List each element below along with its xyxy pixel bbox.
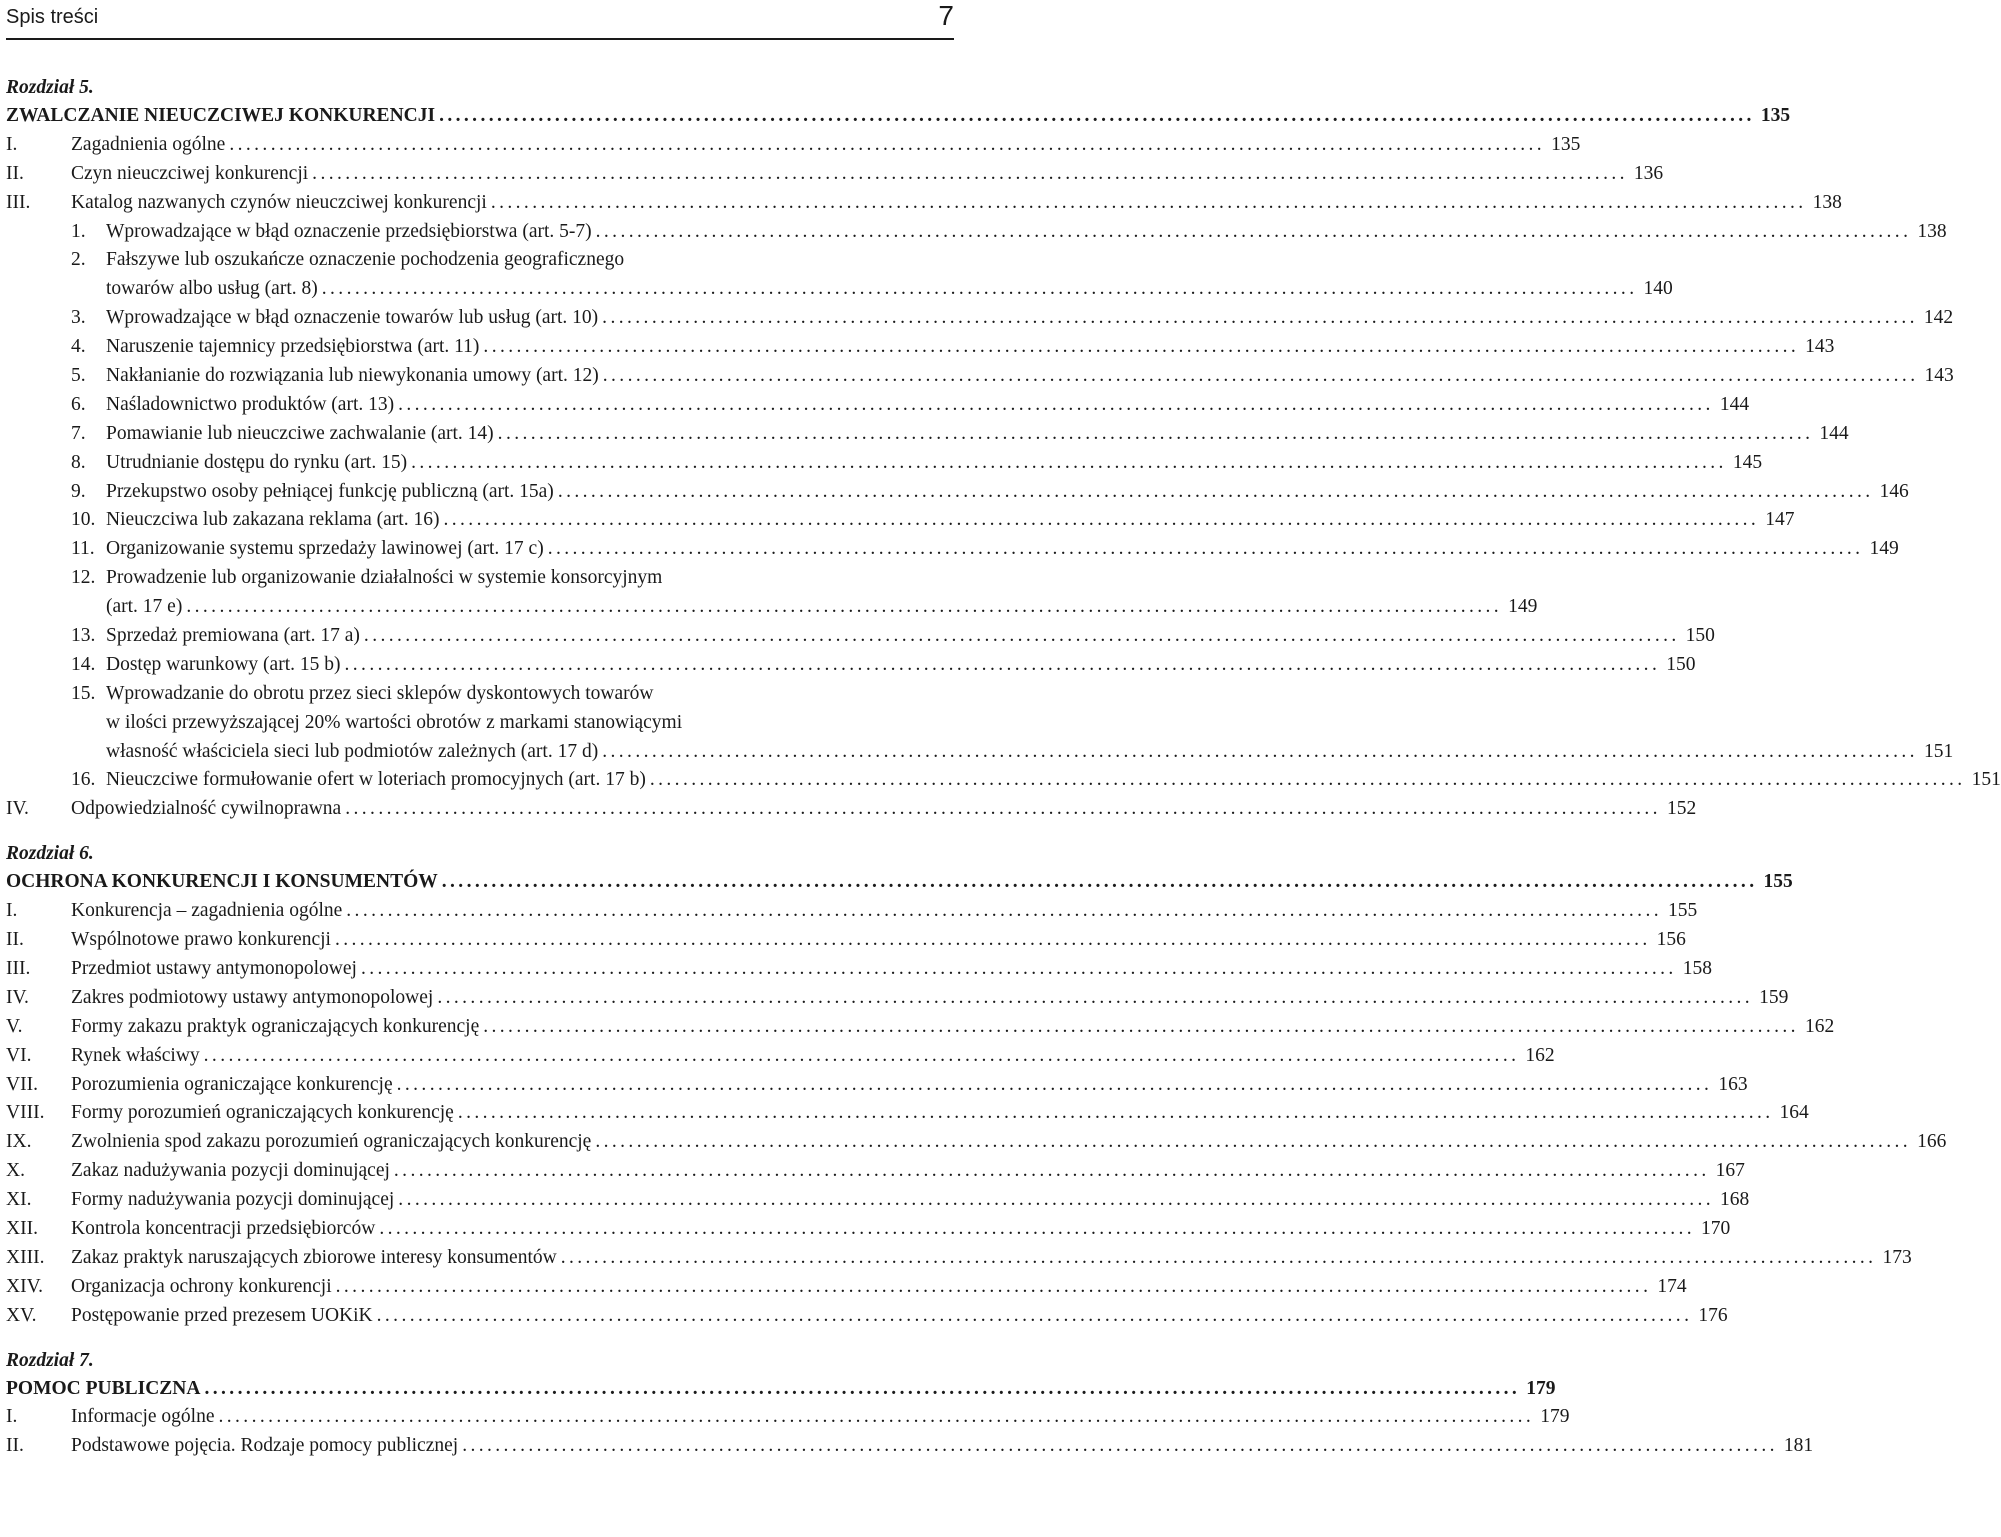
entry-title: Zakaz praktyk naruszających zbiorowe interesy konsumentów [71,1246,557,1268]
toc-entry[interactable] [6,984,1789,1013]
page-header [6,0,954,40]
entry-number: 4. [71,336,86,358]
dot-leader [346,897,1662,926]
toc-subentry[interactable] [6,218,1947,247]
entry-title: Czyn nieuczciwej konkurencji [71,162,309,184]
dot-leader [377,1302,1693,1331]
dot-leader [229,131,1545,160]
entry-number: VII. [6,1073,38,1095]
dot-leader [548,535,1864,564]
entry-page: 149 [1508,596,1538,618]
toc-entry[interactable] [6,189,1842,218]
toc-subentry-continuation [6,709,954,738]
entry-title: Wprowadzające w błąd oznaczenie przedsiębiorstwa (art. 5-7) [106,220,592,242]
entry-page: 143 [1805,336,1835,358]
dot-leader [204,1042,1520,1071]
toc-entry[interactable] [6,1157,1745,1186]
entry-number: XI. [6,1189,32,1211]
toc-subentry[interactable] [6,478,1909,507]
dot-leader [204,1375,1520,1404]
entry-page: 146 [1879,480,1909,502]
entry-page: 156 [1656,929,1686,951]
entry-number: II. [6,162,24,184]
entry-number: XIII. [6,1246,45,1268]
entry-page: 179 [1540,1406,1570,1428]
entry-page: 144 [1819,422,1849,444]
toc-entry[interactable] [6,1403,1570,1432]
dot-leader [595,1128,1911,1157]
entry-page: 138 [1917,220,1947,242]
dot-leader [322,275,1638,304]
entry-number: 10. [71,509,96,531]
toc-subentry[interactable] [6,766,2001,795]
entry-number: II. [6,1435,24,1457]
entry-title: Wprowadzanie do obrotu przez sieci sklepów dyskontowych towarów [106,682,654,704]
entry-title: Przedmiot ustawy antymonopolowej [71,957,357,979]
toc-entry[interactable] [6,131,1581,160]
entry-title: Nieuczciwa lub zakazana reklama (art. 16) [106,509,440,531]
entry-number: VI. [6,1044,32,1066]
toc-subentry[interactable] [6,391,1750,420]
entry-title: Przekupstwo osoby pełniącej funkcję publiczną (art. 15a) [106,480,554,502]
dot-leader [483,1013,1799,1042]
dot-leader [364,622,1680,651]
entry-title: Informacje ogólne [71,1406,215,1428]
entry-page: 150 [1666,653,1696,675]
toc-subentry[interactable] [6,506,1795,535]
entry-title: Podstawowe pojęcia. Rodzaje pomocy publicznej [71,1435,459,1457]
dot-leader [462,1432,1778,1461]
entry-page: 166 [1917,1131,1947,1153]
entry-number: 7. [71,422,86,444]
toc-entry[interactable] [6,1042,1555,1071]
entry-page: 168 [1720,1189,1750,1211]
dot-leader [442,868,1758,897]
entry-title: Porozumienia ograniczające konkurencję [71,1073,393,1095]
entry-title: Sprzedaż premiowana (art. 17 a) [106,625,360,647]
entry-page: 181 [1783,1435,1814,1457]
dot-leader [218,1403,1534,1432]
entry-page: 147 [1765,509,1795,531]
entry-page: 140 [1643,278,1673,300]
entry-page: 143 [1924,365,1954,387]
toc-subentry [6,246,954,275]
dot-leader [650,766,1966,795]
entry-title: Konkurencja – zagadnienia ogólne [71,900,343,922]
entry-page: 158 [1682,957,1712,979]
entry-number: 2. [71,249,86,271]
toc-entry[interactable] [6,160,1664,189]
entry-page: 152 [1666,798,1697,820]
dot-leader [186,593,1502,622]
entry-page: 167 [1715,1160,1745,1182]
entry-title: ZWALCZANIE NIEUCZCIWEJ KONKURENCJI [6,105,436,126]
entry-title: towarów albo usług (art. 8) [106,278,318,300]
entry-title: Zakres podmiotowy ustawy antymonopolowej [71,986,434,1008]
entry-number: III. [6,957,31,979]
dot-leader [439,102,1755,131]
entry-title: Naśladownictwo produktów (art. 13) [106,393,395,415]
entry-title: Formy zakazu praktyk ograniczających konkurencję [71,1015,480,1037]
toc-entry[interactable] [6,1244,1912,1273]
entry-page: 142 [1923,307,1954,329]
entry-page: 145 [1732,451,1763,473]
entry-page: 136 [1633,162,1664,184]
entry-title: w ilości przewyższającej 20% wartości obrotów z markami stanowiącymi [106,711,683,733]
table-of-contents [6,74,2001,1461]
toc-entry[interactable] [6,1432,1814,1461]
toc-entry[interactable] [6,955,1712,984]
toc-entry[interactable] [6,897,1698,926]
entry-title: Fałszywe lub oszukańcze oznaczenie pochodzenia geograficznego [106,249,625,271]
chapter-title[interactable] [6,102,1791,131]
entry-title: Wspólnotowe prawo konkurencji [71,929,331,951]
entry-page: 144 [1719,393,1750,415]
entry-title: własność właściciela sieci lub podmiotów zależnych (art. 17 d) [106,740,599,762]
entry-number: XII. [6,1217,38,1239]
entry-page: 170 [1701,1217,1731,1239]
entry-number: III. [6,191,31,213]
toc-subentry [6,564,954,593]
entry-number: 8. [71,451,86,473]
dot-leader [398,1186,1714,1215]
chapter-title[interactable] [6,868,1793,897]
entry-number: 14. [71,653,96,675]
dot-leader [312,160,1628,189]
entry-page: 149 [1869,538,1899,560]
entry-page: 138 [1812,191,1842,213]
toc-entry[interactable] [6,926,1686,955]
chapter-label: Rozdział 5. [6,77,94,98]
dot-leader [437,984,1753,1013]
entry-page: 135 [1551,133,1581,155]
running-title: Spis treści [6,6,99,28]
toc-subentry[interactable] [6,304,1954,333]
toc-entry[interactable] [6,1013,1835,1042]
entry-number: 12. [71,567,96,589]
dot-leader [345,795,1661,824]
toc-entry[interactable] [6,1099,1809,1128]
entry-page: 164 [1779,1102,1809,1124]
entry-number: XIV. [6,1275,44,1297]
entry-title: Prowadzenie lub organizowanie działalności w systemie konsorcyjnym [106,567,663,589]
entry-title: Wprowadzające w błąd oznaczenie towarów lub usług (art. 10) [106,307,599,329]
toc-subentry[interactable] [6,333,1835,362]
entry-title: Utrudnianie dostępu do rynku (art. 15) [106,451,408,473]
chapter-label: Rozdział 6. [6,843,94,865]
toc-entry[interactable] [6,1273,1687,1302]
entry-number: 5. [71,365,86,387]
entry-title: Rynek właściwy [71,1044,200,1066]
entry-title: Dostęp warunkowy (art. 15 b) [106,653,341,675]
page-number: 7 [938,0,954,31]
toc-subentry[interactable] [6,362,1954,391]
entry-number: 13. [71,625,96,647]
entry-number: I. [6,900,18,922]
entry-title: Zakaz nadużywania pozycji dominującej [71,1160,390,1182]
toc-entry[interactable] [6,1215,1731,1244]
toc-entry[interactable] [6,1302,1728,1331]
dot-leader [602,738,1918,767]
entry-number: I. [6,1406,18,1428]
toc-entry[interactable] [6,1128,1947,1157]
entry-title: Katalog nazwanych czynów nieuczciwej konkurencji [71,191,487,213]
toc-subentry [6,680,954,709]
dot-leader [335,926,1651,955]
entry-page: 155 [1763,871,1793,893]
entry-number: XV. [6,1304,37,1326]
dot-leader [498,420,1814,449]
entry-title: Formy nadużywania pozycji dominującej [71,1189,395,1211]
entry-title: Organizowanie systemu sprzedaży lawinowej (art. 17 c) [106,538,544,560]
dot-leader [596,218,1912,247]
entry-number: I. [6,133,18,155]
entry-title: OCHRONA KONKURENCJI I KONSUMENTÓW [6,871,438,893]
toc-entry[interactable] [6,1186,1750,1215]
dot-leader [397,1071,1713,1100]
entry-title: Zagadnienia ogólne [71,133,226,155]
dot-leader [603,362,1919,391]
entry-number: 15. [71,682,96,704]
toc-subentry[interactable] [6,651,1696,680]
entry-title: Organizacja ochrony konkurencji [71,1275,332,1297]
entry-page: 150 [1685,625,1715,647]
dot-leader [411,449,1727,478]
entry-number: IV. [6,986,29,1008]
dot-leader [336,1273,1652,1302]
entry-title: Formy porozumień ograniczających konkurencję [71,1102,454,1124]
entry-page: 162 [1525,1044,1555,1066]
entry-number: 11. [71,538,95,560]
entry-number: II. [6,929,24,951]
toc-subentry[interactable] [6,622,1715,651]
dot-leader [558,478,1874,507]
entry-number: 6. [71,393,86,415]
entry-title: Odpowiedzialność cywilnoprawna [71,798,342,820]
toc-subentry-continuation[interactable] [6,738,1954,767]
entry-page: 174 [1657,1275,1687,1297]
entry-page: 135 [1760,105,1791,126]
dot-leader [361,955,1677,984]
entry-page: 159 [1759,986,1789,1008]
entry-title: (art. 17 e) [106,596,183,618]
toc-subentry[interactable] [6,535,1899,564]
toc-subentry[interactable] [6,420,1849,449]
toc-subentry-continuation[interactable] [6,275,1673,304]
entry-title: Nieuczciwe formułowanie ofert w loteriach promocyjnych (art. 17 b) [106,769,646,791]
entry-number: VIII. [6,1102,45,1124]
dot-leader [602,304,1918,333]
entry-title: POMOC PUBLICZNA [6,1377,201,1399]
entry-number: X. [6,1160,25,1182]
entry-number: IX. [6,1131,32,1153]
toc-entry[interactable] [6,1071,1748,1100]
entry-title: Postępowanie przed prezesem UOKiK [71,1304,373,1326]
dot-leader [379,1215,1695,1244]
entry-page: 151 [1971,769,2001,791]
dot-leader [483,333,1799,362]
entry-page: 176 [1698,1304,1728,1326]
entry-page: 155 [1668,900,1698,922]
entry-page: 151 [1923,740,1954,762]
toc-subentry-continuation[interactable] [6,593,1538,622]
chapter-title[interactable] [6,1375,1556,1404]
entry-page: 173 [1882,1246,1912,1268]
entry-number: 16. [71,769,96,791]
entry-page: 163 [1718,1073,1748,1095]
dot-leader [561,1244,1877,1273]
entry-number: 1. [71,220,86,242]
entry-number: V. [6,1015,23,1037]
entry-title: Nakłanianie do rozwiązania lub niewykonania umowy (art. 12) [106,365,599,387]
entry-page: 162 [1804,1015,1835,1037]
dot-leader [443,506,1759,535]
entry-number: 3. [71,307,86,329]
entry-number: IV. [6,798,29,820]
entry-title: Kontrola koncentracji przedsiębiorców [71,1217,376,1239]
entry-page: 179 [1526,1377,1556,1399]
dot-leader [394,1157,1710,1186]
entry-title: Zwolnienia spod zakazu porozumień ograniczających konkurencję [71,1131,592,1153]
dot-leader [345,651,1661,680]
toc-subentry[interactable] [6,449,1763,478]
dot-leader [491,189,1807,218]
dot-leader [398,391,1714,420]
entry-title: Pomawianie lub nieuczciwe zachwalanie (art. 14) [106,422,494,444]
toc-entry[interactable] [6,795,1697,824]
chapter-label: Rozdział 7. [6,1349,94,1371]
dot-leader [458,1099,1774,1128]
entry-title: Naruszenie tajemnicy przedsiębiorstwa (art. 11) [106,336,480,358]
entry-number: 9. [71,480,86,502]
